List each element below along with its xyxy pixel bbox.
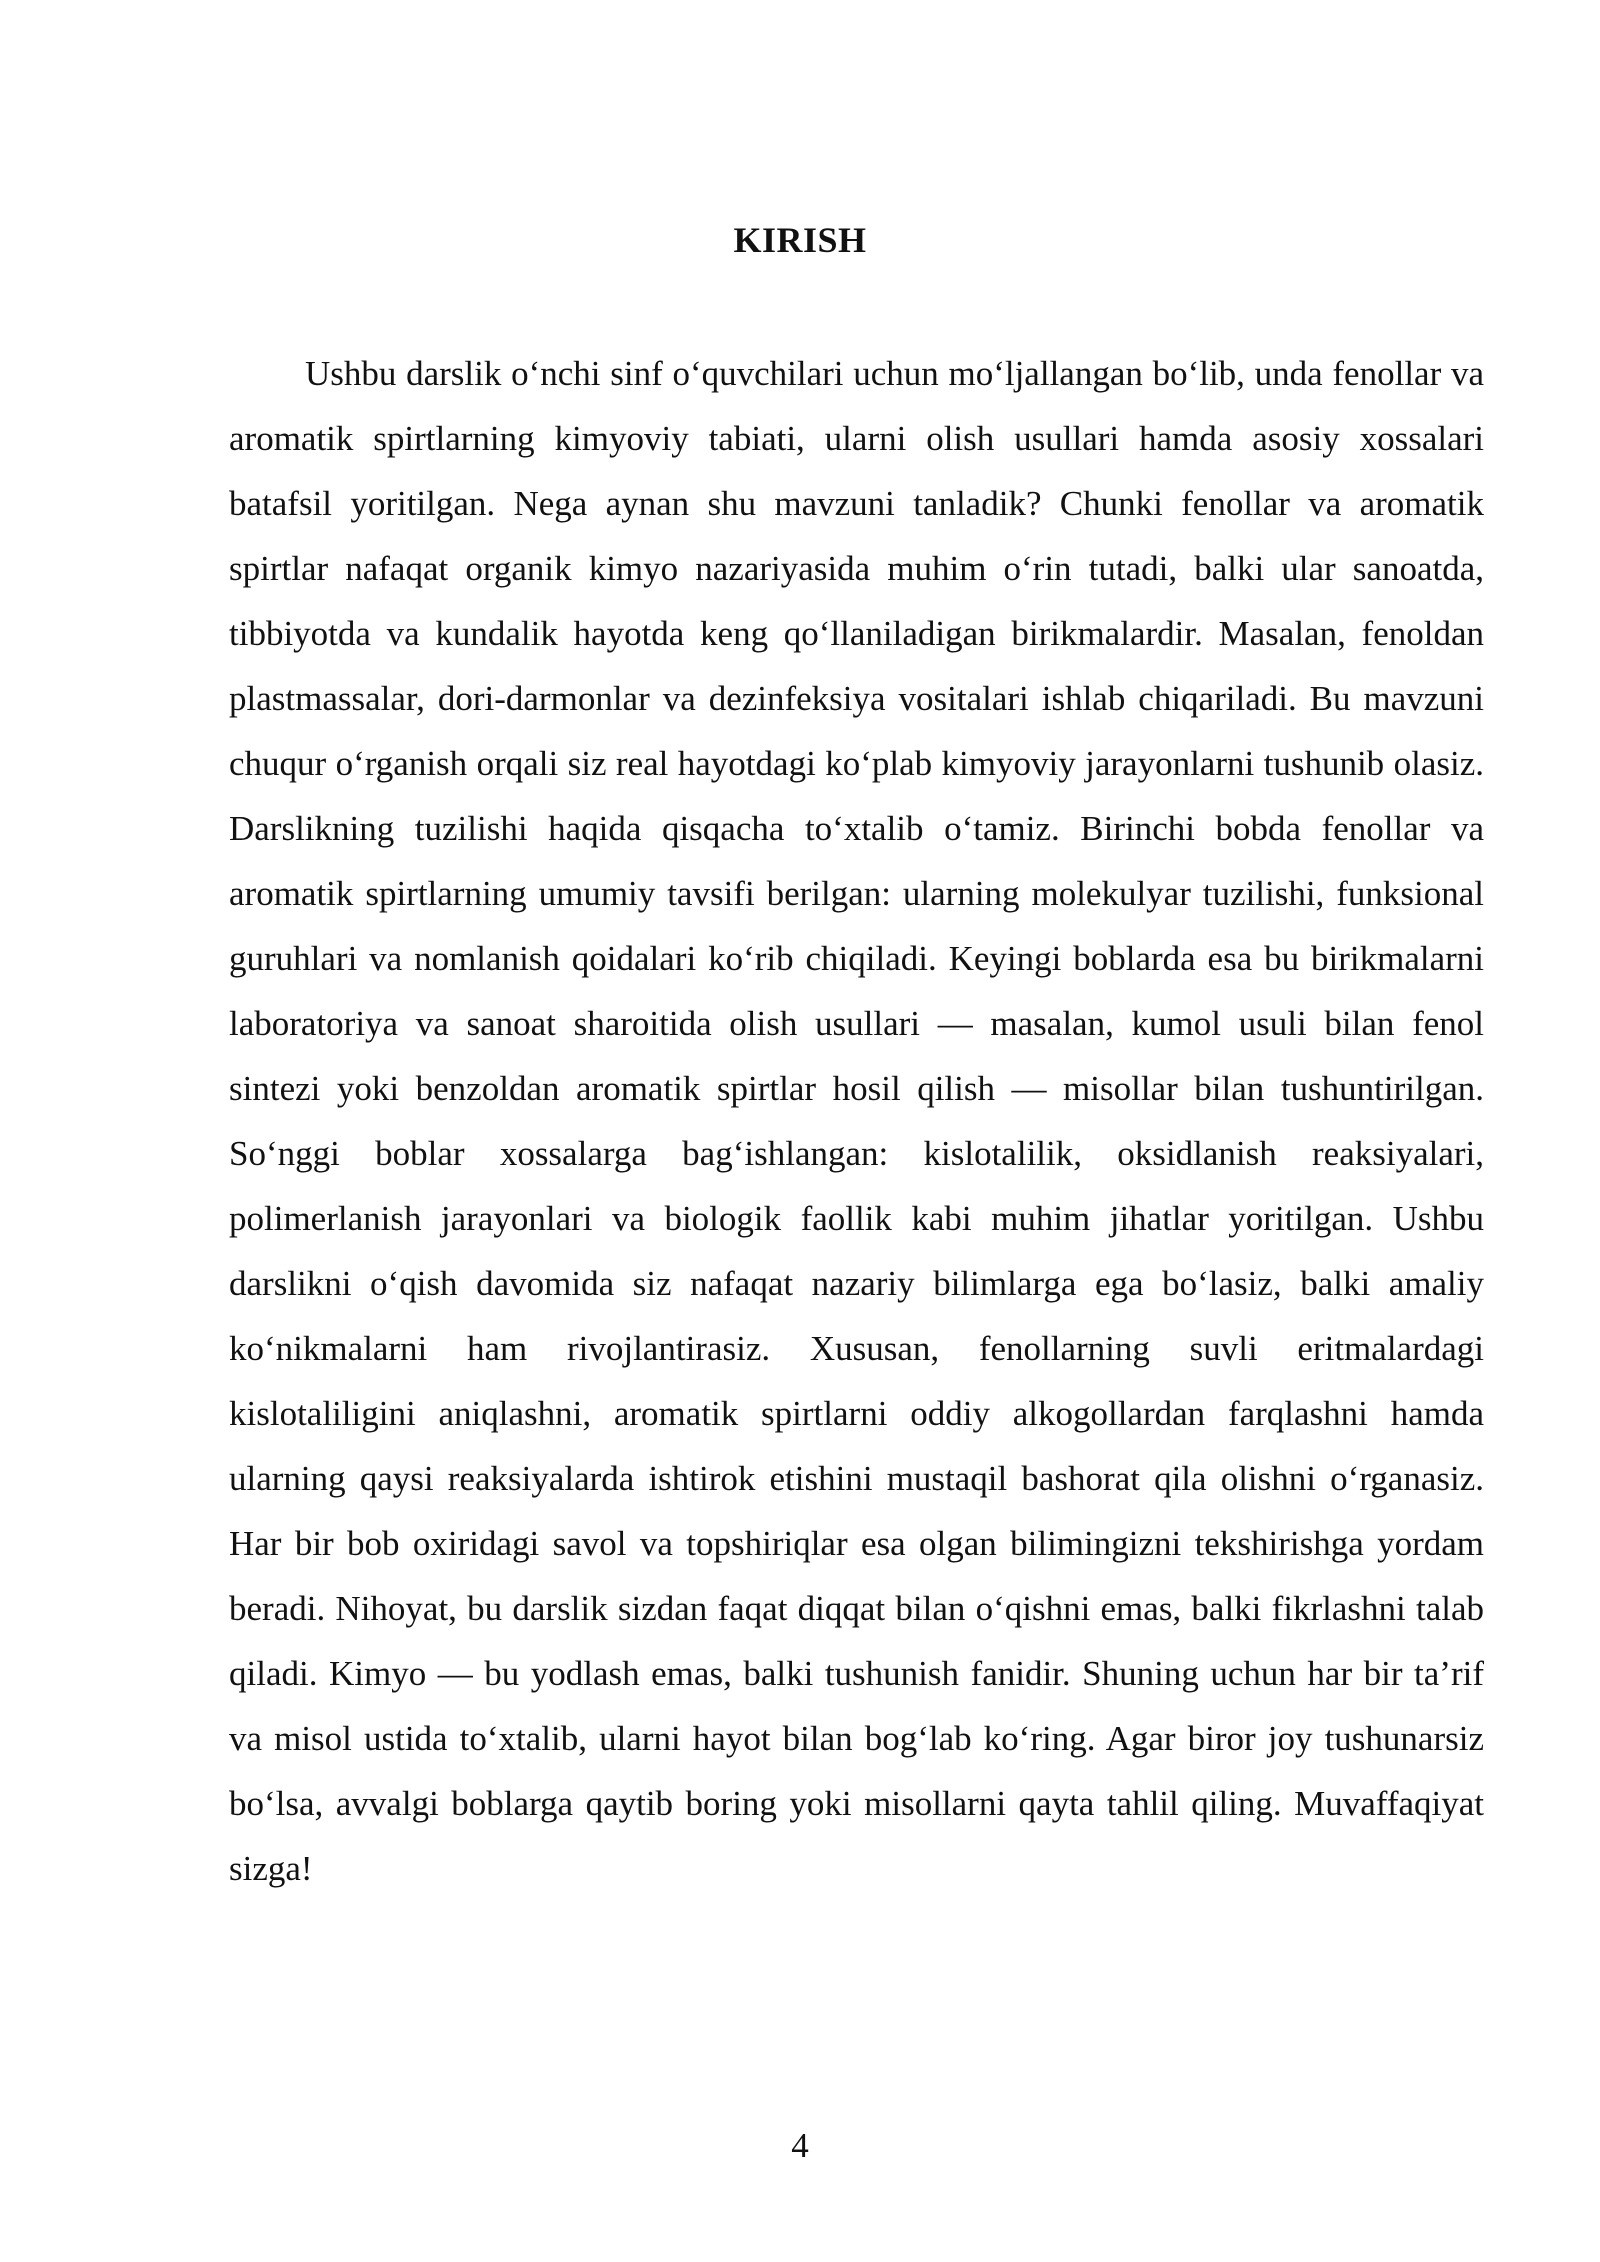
body-paragraph: Ushbu darslik o‘nchi sinf o‘quvchilari uchun mo‘ljallangan bo‘lib, unda fenollar va aromatik spirtlarning kimyoviy tabiati, ularni olish usullari hamda asosiy xossalari batafsil yoritilgan. Nega aynan shu mavzuni tanladik? Chunki fenollar va aromatik spirtlar nafaqat organik kimyo nazariyasida muhim o‘rin tutadi, balki ular sanoatda, tibbiyotda va kundalik hayotda keng qo‘llaniladigan birikmalardir. Masalan, fenoldan plastmassalar, dori-darmonlar va dezinfeksiya vositalari ishlab chiqariladi. Bu mavzuni chuqur o‘rganish orqali siz real hayotdagi ko‘plab kimyoviy jarayonlarni tushunib olasiz. Darslikning tuzilishi haqida qisqacha to‘xtalib o‘tamiz. Birinchi bobda fenollar va aromatik spirtlarning umumiy tavsifi berilgan: ularning molekulyar tuzilishi, funksional guruhlari va nomlanish qoidalari ko‘rib chiqiladi. Keyingi boblarda esa bu birikmalarni laboratoriya va sanoat sharoitida olish usullari — masalan, kumol usuli bilan fenol sintezi yoki benzoldan aromatik spirtlar hosil qilish — misollar bilan tushuntirilgan. So‘nggi boblar xossalarga bag‘ishlangan: kislotalilik, oksidlanish reaksiyalari, polimerlanish jarayonlari va biologik faollik kabi muhim jihatlar yoritilgan. Ushbu darslikni o‘qish davomida siz nafaqat nazariy bilimlarga ega bo‘lasiz, balki amaliy ko‘nikmalarni ham rivojlantirasiz. Xususan, fenollarning suvli eritmalardagi kislotaliligini aniqlashni, aromatik spirtlarni oddiy alkogollardan farqlashni hamda ularning qaysi reaksiyalarda ishtirok etishini mustaqil bashorat qila olishni o‘rganasiz. Har bir bob oxiridagi savol va topshiriqlar esa olgan bilimingizni tekshirishga yordam beradi. Nihoyat, bu darslik sizdan faqat diqqat bilan o‘qishni emas, balki fikrlashni talab qiladi. Kimyo — bu yodlash emas, balki tushunish fanidir. Shuning uchun har bir ta’rif va misol ustida to‘xtalib, ularni hayot bilan bog‘lab ko‘ring. Agar biror joy tushunarsiz bo‘lsa, avvalgi boblarga qaytib boring yoki misollarni qayta tahlil qiling. Muvaffaqiyat sizga! bbox=[229, 354, 1484, 1888]
page-number: 4 bbox=[791, 2126, 809, 2165]
page-title: KIRISH bbox=[733, 220, 867, 260]
